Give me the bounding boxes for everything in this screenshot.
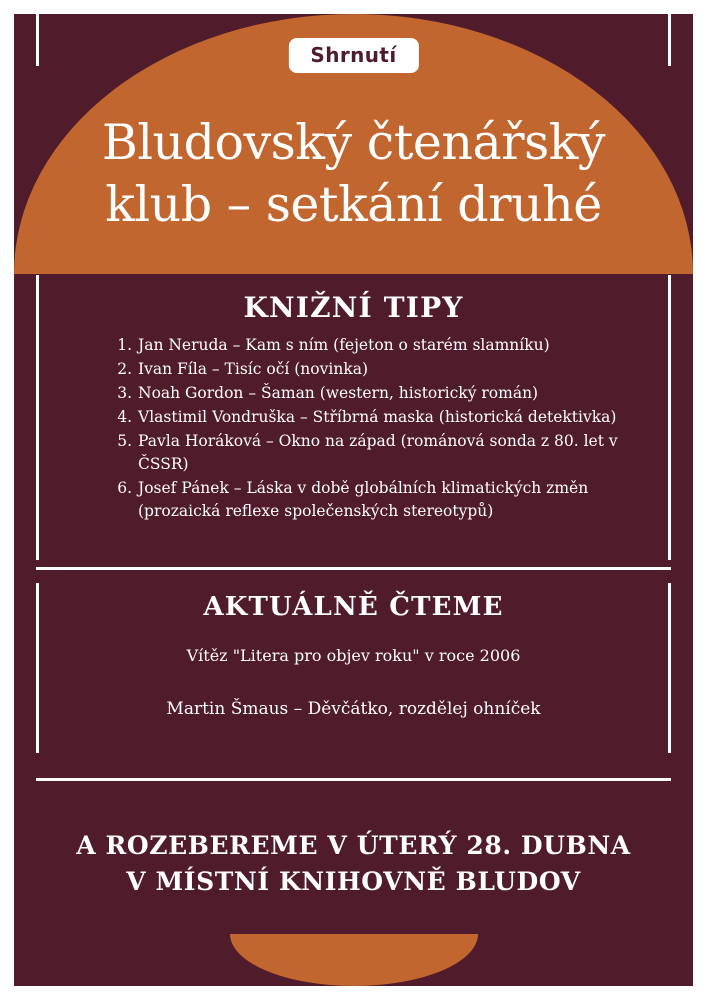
section-heading-currently-reading: AKTUÁLNĚ ČTEME (203, 592, 504, 622)
divider-two (36, 778, 671, 781)
list-item-number: 5. (117, 432, 132, 450)
list-item-label: Noah Gordon – Šaman (western, historický román) (138, 384, 539, 402)
list-item-label: Vlastimil Vondruška – Stříbrná maska (historická detektivka) (138, 408, 617, 426)
list-item (108, 382, 628, 405)
book-tips-list (108, 334, 628, 524)
decorative-rule-top-right (668, 14, 671, 66)
page-title-line-2: klub – setkání druhé (105, 176, 602, 233)
list-item-label: Ivan Fíla – Tisíc očí (novinka) (138, 360, 368, 378)
list-item (108, 334, 628, 357)
list-item (108, 430, 628, 476)
section-heading-book-tips: KNIŽNÍ TIPY (243, 291, 464, 324)
list-item-number: 1. (117, 336, 132, 354)
list-item-number: 4. (117, 408, 132, 426)
list-item-label: Jan Neruda – Kam s ním (fejeton o starém slamníku) (138, 336, 550, 354)
list-item-label: Josef Pánek – Láska v době globálních klimatických změn (prozaická reflexe společenských stereotypů) (138, 479, 589, 520)
frame-bottom (0, 986, 707, 1000)
footer-line-1: A ROZEBEREME V ÚTERÝ 28. DUBNA (76, 831, 631, 860)
list-item-label: Pavla Horáková – Okno na západ (románová sonda z 80. let v ČSSR) (138, 432, 618, 473)
summary-badge: Shrnutí (288, 38, 418, 73)
currently-reading-subtitle: Vítěz "Litera pro objev roku" v roce 2006 (186, 646, 521, 665)
list-item (108, 477, 628, 523)
list-item-number: 3. (117, 384, 132, 402)
footer-line-2: V MÍSTNÍ KNIHOVNĚ BLUDOV (126, 867, 581, 896)
currently-reading-book: Martin Šmaus – Děvčátko, rozdělej ohníček (166, 699, 541, 719)
list-item (108, 358, 628, 381)
divider-one (36, 567, 671, 570)
footer-call-to-action (0, 828, 707, 900)
list-item (108, 406, 628, 429)
list-item-number: 2. (117, 360, 132, 378)
frame-top (0, 0, 707, 14)
page-title-line-1: Bludovský čtenářský (101, 114, 606, 171)
page-title (0, 112, 707, 236)
decorative-rule-top-left (36, 14, 39, 66)
list-item-number: 6. (117, 479, 132, 497)
